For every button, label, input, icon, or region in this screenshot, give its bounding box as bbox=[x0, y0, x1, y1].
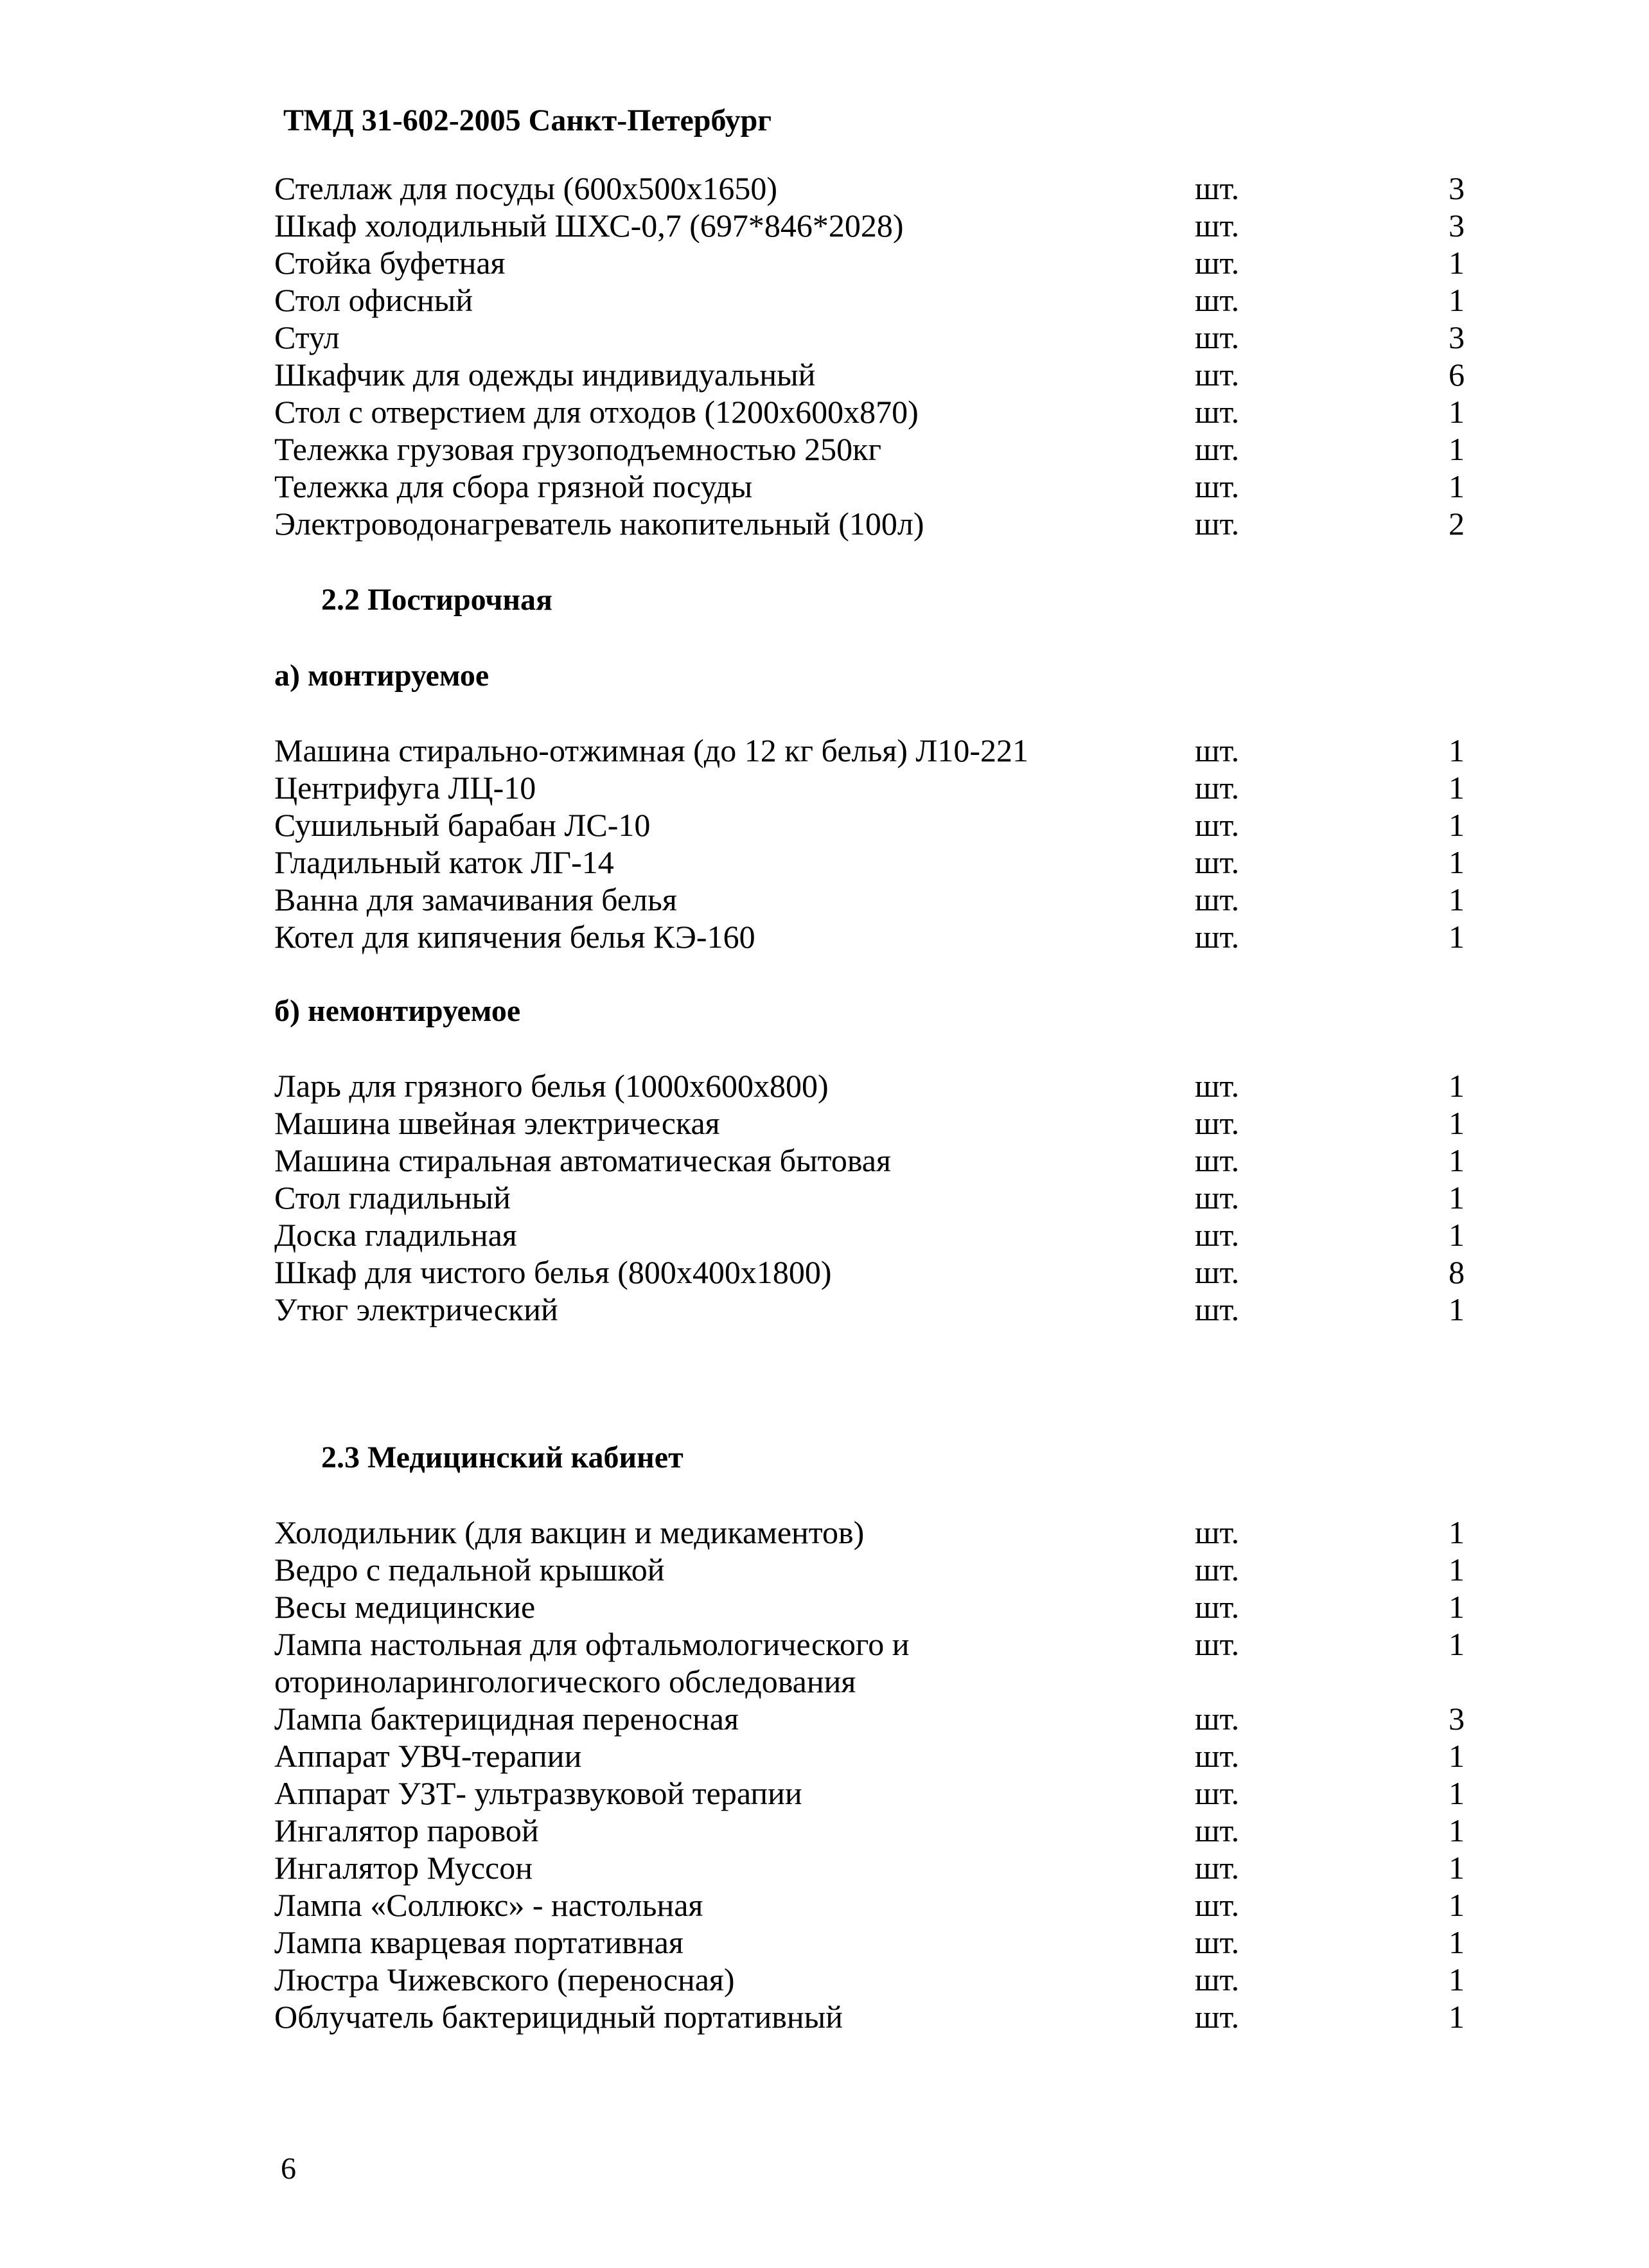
list-item bbox=[0, 1737, 1649, 1775]
item-quantity: 1 bbox=[1449, 1812, 1465, 1848]
list-item bbox=[0, 1775, 1649, 1812]
item-unit: шт. bbox=[1195, 1775, 1240, 1811]
document-header: ТМД 31-602-2005 Санкт-Петербург bbox=[283, 103, 772, 137]
item-unit: шт. bbox=[1195, 1142, 1240, 1178]
item-unit: шт. bbox=[1195, 1217, 1240, 1253]
list-item bbox=[0, 356, 1649, 393]
item-unit: шт. bbox=[1195, 282, 1240, 318]
page-number: 6 bbox=[281, 2152, 296, 2186]
item-quantity: 1 bbox=[1449, 1999, 1465, 2035]
list-item bbox=[0, 1179, 1649, 1216]
item-name: Машина швейная электрическая bbox=[274, 1105, 720, 1141]
item-name: Ингалятор паровой bbox=[274, 1812, 539, 1848]
list-item bbox=[0, 1626, 1649, 1663]
list-item bbox=[0, 732, 1649, 769]
item-unit: шт. bbox=[1195, 1254, 1240, 1290]
list-item bbox=[0, 918, 1649, 955]
item-name: Ведро с педальной крышкой bbox=[274, 1552, 665, 1588]
item-name: Стойка буфетная bbox=[274, 245, 506, 281]
item-name: Стул bbox=[274, 319, 340, 355]
list-item bbox=[0, 1514, 1649, 1551]
list-item bbox=[0, 1812, 1649, 1849]
item-unit: шт. bbox=[1195, 844, 1240, 880]
item-name: Шкаф для чистого белья (800х400х1800) bbox=[274, 1254, 832, 1290]
item-quantity: 1 bbox=[1449, 1738, 1465, 1774]
item-name: Ингалятор Муссон bbox=[274, 1850, 533, 1886]
item-name: оториноларингологического обследования bbox=[274, 1663, 856, 1699]
item-name: Стол офисный bbox=[274, 282, 473, 318]
item-quantity: 2 bbox=[1449, 506, 1465, 542]
item-name: Лампа «Соллюкс» - настольная bbox=[274, 1887, 703, 1923]
item-name: Доска гладильная bbox=[274, 1217, 517, 1253]
item-quantity: 1 bbox=[1449, 1589, 1465, 1625]
item-unit: шт. bbox=[1195, 1626, 1240, 1662]
list-item bbox=[0, 393, 1649, 430]
list-item bbox=[0, 281, 1649, 319]
item-name: Лампа кварцевая портативная bbox=[274, 1924, 683, 1960]
item-quantity: 1 bbox=[1449, 1514, 1465, 1550]
item-name: Облучатель бактерицидный портативный bbox=[274, 1999, 843, 2035]
item-name: Центрифуга ЛЦ-10 bbox=[274, 770, 536, 806]
item-quantity: 1 bbox=[1449, 1217, 1465, 1253]
item-quantity: 1 bbox=[1449, 732, 1465, 768]
item-quantity: 3 bbox=[1449, 1701, 1465, 1737]
item-name: Весы медицинские bbox=[274, 1589, 536, 1625]
item-unit: шт. bbox=[1195, 1180, 1240, 1216]
item-unit: шт. bbox=[1195, 1924, 1240, 1960]
item-quantity: 1 bbox=[1449, 1626, 1465, 1662]
list-item bbox=[0, 244, 1649, 281]
item-quantity: 3 bbox=[1449, 319, 1465, 355]
item-unit: шт. bbox=[1195, 1962, 1240, 1998]
item-unit: шт. bbox=[1195, 770, 1240, 806]
list-item bbox=[0, 1216, 1649, 1254]
list-item bbox=[0, 1551, 1649, 1588]
item-name: Лампа настольная для офтальмологического и bbox=[274, 1626, 910, 1662]
item-quantity: 1 bbox=[1449, 468, 1465, 504]
list-item bbox=[0, 1998, 1649, 2035]
list-item bbox=[0, 1588, 1649, 1626]
list-item bbox=[0, 881, 1649, 918]
item-unit: шт. bbox=[1195, 1068, 1240, 1104]
item-quantity: 1 bbox=[1449, 1180, 1465, 1216]
item-name: Гладильный каток ЛГ-14 bbox=[274, 844, 614, 880]
item-unit: шт. bbox=[1195, 919, 1240, 955]
item-unit: шт. bbox=[1195, 807, 1240, 843]
list-item bbox=[0, 769, 1649, 806]
list-item bbox=[0, 319, 1649, 356]
item-name: Котел для кипячения белья КЭ-160 bbox=[274, 919, 755, 955]
list-item bbox=[0, 1700, 1649, 1737]
item-unit: шт. bbox=[1195, 170, 1240, 206]
subsection-unmounted-title: б) немонтируемое bbox=[274, 994, 521, 1028]
item-name: Холодильник (для вакцин и медикаментов) bbox=[274, 1514, 865, 1550]
list-item bbox=[0, 1104, 1649, 1142]
item-unit: шт. bbox=[1195, 208, 1240, 244]
item-name: Утюг электрический bbox=[274, 1291, 558, 1327]
item-quantity: 1 bbox=[1449, 1850, 1465, 1886]
item-unit: шт. bbox=[1195, 1812, 1240, 1848]
item-unit: шт. bbox=[1195, 468, 1240, 504]
list-item bbox=[0, 207, 1649, 244]
item-unit: шт. bbox=[1195, 357, 1240, 393]
section-2-3-title: 2.3 Медицинский кабинет bbox=[321, 1440, 683, 1475]
item-quantity: 1 bbox=[1449, 1142, 1465, 1178]
item-unit: шт. bbox=[1195, 245, 1240, 281]
list-item bbox=[0, 1142, 1649, 1179]
item-name: Электроводонагреватель накопительный (100л) bbox=[274, 506, 924, 542]
list-item bbox=[0, 1663, 1649, 1700]
item-unit: шт. bbox=[1195, 431, 1240, 467]
item-name: Ларь для грязного белья (1000х600х800) bbox=[274, 1068, 829, 1104]
item-quantity: 1 bbox=[1449, 844, 1465, 880]
item-name: Аппарат УВЧ-терапии bbox=[274, 1738, 582, 1774]
item-quantity: 1 bbox=[1449, 919, 1465, 955]
item-quantity: 1 bbox=[1449, 245, 1465, 281]
item-name: Аппарат УЗТ- ультразвуковой терапии bbox=[274, 1775, 802, 1811]
item-name: Люстра Чижевского (переносная) bbox=[274, 1962, 735, 1998]
list-item bbox=[0, 1254, 1649, 1291]
list-item bbox=[0, 170, 1649, 207]
item-unit: шт. bbox=[1195, 1999, 1240, 2035]
item-name: Стол с отверстием для отходов (1200х600х870) bbox=[274, 394, 919, 430]
item-name: Ванна для замачивания белья bbox=[274, 882, 677, 917]
list-item bbox=[0, 1849, 1649, 1886]
list-item bbox=[0, 844, 1649, 881]
item-quantity: 1 bbox=[1449, 807, 1465, 843]
item-quantity: 1 bbox=[1449, 394, 1465, 430]
item-quantity: 6 bbox=[1449, 357, 1465, 393]
item-name: Шкафчик для одежды индивидуальный bbox=[274, 357, 816, 393]
item-quantity: 1 bbox=[1449, 282, 1465, 318]
item-quantity: 1 bbox=[1449, 882, 1465, 917]
section-2-2-title: 2.2 Постирочная bbox=[321, 583, 553, 617]
list-item bbox=[0, 1961, 1649, 1998]
item-quantity: 3 bbox=[1449, 208, 1465, 244]
item-unit: шт. bbox=[1195, 1701, 1240, 1737]
item-unit: шт. bbox=[1195, 1291, 1240, 1327]
item-name: Стол гладильный bbox=[274, 1180, 511, 1216]
item-unit: шт. bbox=[1195, 1105, 1240, 1141]
subsection-mounted-title: а) монтируемое bbox=[274, 659, 489, 693]
list-item bbox=[0, 1924, 1649, 1961]
item-name: Тележка грузовая грузоподъемностью 250кг bbox=[274, 431, 881, 467]
list-item bbox=[0, 1291, 1649, 1328]
item-unit: шт. bbox=[1195, 1738, 1240, 1774]
item-quantity: 8 bbox=[1449, 1254, 1465, 1290]
list-item bbox=[0, 468, 1649, 505]
item-unit: шт. bbox=[1195, 1850, 1240, 1886]
list-item bbox=[0, 505, 1649, 542]
item-quantity: 1 bbox=[1449, 1924, 1465, 1960]
item-unit: шт. bbox=[1195, 506, 1240, 542]
item-name: Лампа бактерицидная переносная bbox=[274, 1701, 739, 1737]
item-unit: шт. bbox=[1195, 1552, 1240, 1588]
item-quantity: 1 bbox=[1449, 1068, 1465, 1104]
item-quantity: 1 bbox=[1449, 1105, 1465, 1141]
item-name: Тележка для сбора грязной посуды bbox=[274, 468, 753, 504]
item-quantity: 1 bbox=[1449, 1962, 1465, 1998]
item-unit: шт. bbox=[1195, 732, 1240, 768]
item-name: Стеллаж для посуды (600х500х1650) bbox=[274, 170, 777, 206]
item-name: Машина стиральная автоматическая бытовая bbox=[274, 1142, 891, 1178]
item-quantity: 1 bbox=[1449, 431, 1465, 467]
item-quantity: 1 bbox=[1449, 1887, 1465, 1923]
item-unit: шт. bbox=[1195, 319, 1240, 355]
list-item bbox=[0, 806, 1649, 844]
item-name: Сушильный барабан ЛС-10 bbox=[274, 807, 651, 843]
item-unit: шт. bbox=[1195, 1589, 1240, 1625]
item-unit: шт. bbox=[1195, 882, 1240, 917]
item-unit: шт. bbox=[1195, 1514, 1240, 1550]
item-unit: шт. bbox=[1195, 1887, 1240, 1923]
item-quantity: 1 bbox=[1449, 1552, 1465, 1588]
item-unit: шт. bbox=[1195, 394, 1240, 430]
item-name: Машина стирально-отжимная (до 12 кг белья) Л10-221 bbox=[274, 732, 1028, 768]
item-quantity: 1 bbox=[1449, 770, 1465, 806]
list-item bbox=[0, 1067, 1649, 1104]
list-item bbox=[0, 430, 1649, 468]
list-item bbox=[0, 1886, 1649, 1924]
item-name: Шкаф холодильный ШХС-0,7 (697*846*2028) bbox=[274, 208, 904, 244]
item-quantity: 1 bbox=[1449, 1775, 1465, 1811]
item-quantity: 1 bbox=[1449, 1291, 1465, 1327]
item-quantity: 3 bbox=[1449, 170, 1465, 206]
